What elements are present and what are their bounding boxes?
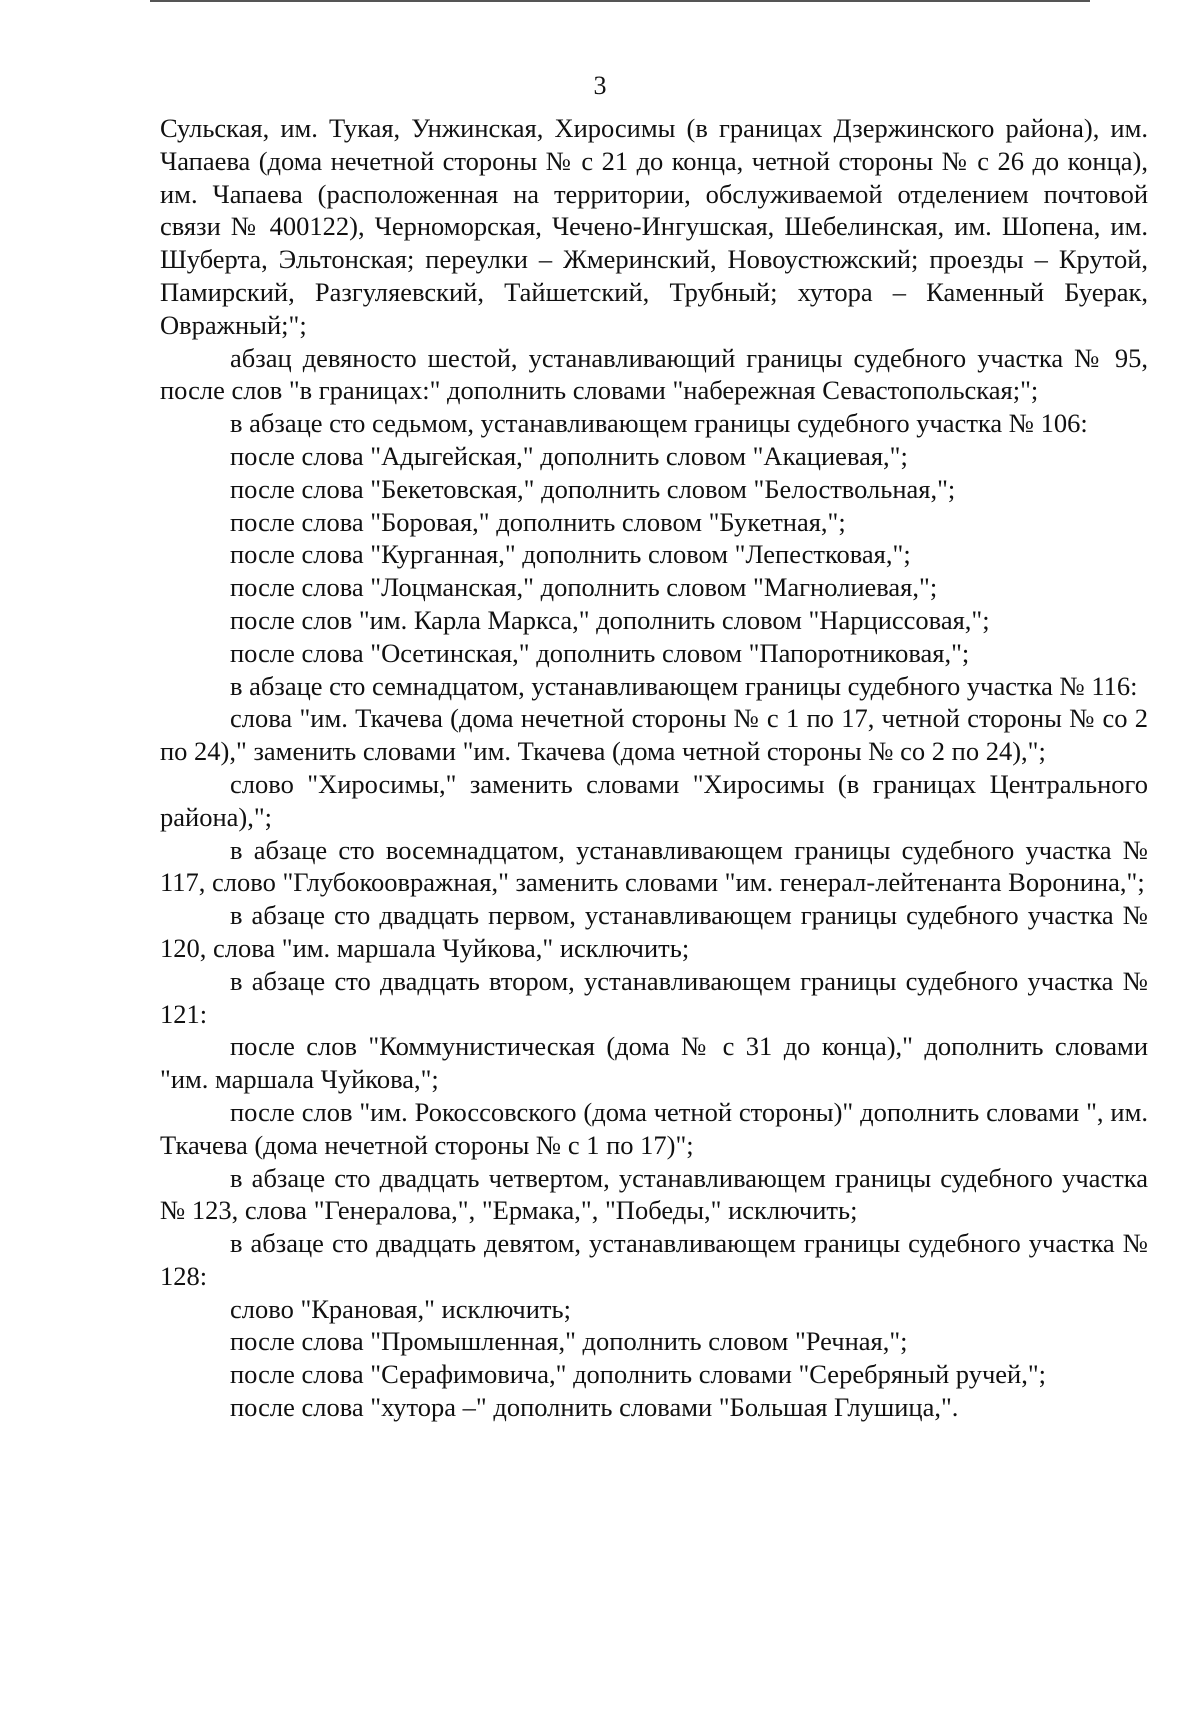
list-item: после слова "хутора –" дополнить словами "Большая Глушица,". xyxy=(230,1392,959,1423)
list-item: после слова "Лоцманская," дополнить словом "Магнолиевая,"; xyxy=(230,572,938,603)
paragraph: в абзаце сто восемнадцатом, устанавливающем границы судебного участка № 117, слово "Глубокоовражная," заменить словами "им. генерал-лейтенанта Воронина,"; xyxy=(160,834,1148,898)
paragraph: в абзаце сто двадцать четвертом, устанавливающем границы судебного участка № 123, слова "Генералова,", "Ермака,", "Победы," исключить; xyxy=(160,1162,1148,1226)
paragraph: Сульская, им. Тукая, Унжинская, Хиросимы (в границах Дзержинского района), им. Чапаева (дома нечетной стороны № с 21 до конца, четной стороны № с 26 до конца), им. Чапаева (расположенная на территории, обслуживаемой отделением почтовой связи № 400122), Черноморская, Чечено-Ингушская, Шебелинская, им. Шопена, им. Шуберта, Эльтонская; переулки – Жмеринский, Новоустюжский; проезды – Крутой, Памирский, Разгуляевский, Тайшетский, Трубный; хутора – Каменный Буерак, Овражный;"; xyxy=(160,113,1148,340)
page-number: 3 xyxy=(593,71,607,100)
paragraph: после слов "им. Рокоссовского (дома четной стороны)" дополнить словами ", им. Ткачева (дома нечетной стороны № с 1 по 17)"; xyxy=(160,1096,1148,1160)
list-item: после слова "Серафимовича," дополнить словами "Серебряный ручей,"; xyxy=(230,1359,1047,1390)
list-item: после слова "Осетинская," дополнить словом "Папоротниковая,"; xyxy=(230,637,970,668)
list-item: после слова "Бекетовская," дополнить словом "Белоствольная,"; xyxy=(230,473,956,504)
paragraph: абзац девяносто шестой, устанавливающий границы судебного участка № 95, после слов "в границах:" дополнить словами "набережная Севастопольская;"; xyxy=(160,342,1148,406)
list-item: после слова "Курганная," дополнить словом "Лепестковая,"; xyxy=(230,539,911,570)
list-item: после слов "им. Карла Маркса," дополнить словом "Нарциссовая,"; xyxy=(230,604,990,635)
paragraph: в абзаце сто двадцать первом, устанавливающем границы судебного участка № 120, слова "им. маршала Чуйкова," исключить; xyxy=(160,900,1148,963)
paragraph: в абзаце сто седьмом, устанавливающем границы судебного участка № 106: xyxy=(230,408,1088,439)
paragraph: в абзаце сто двадцать втором, устанавливающем границы судебного участка № 121: xyxy=(160,965,1148,1029)
paragraph: слово "Хиросимы," заменить словами "Хиросимы (в границах Центрального района),"; xyxy=(160,768,1148,832)
paragraph: в абзаце сто двадцать девятом, устанавливающем границы судебного участка № 128: xyxy=(160,1228,1148,1291)
paragraph: в абзаце сто семнадцатом, устанавливающем границы судебного участка № 116: xyxy=(230,670,1138,701)
list-item: после слова "Боровая," дополнить словом "Букетная,"; xyxy=(230,506,846,537)
list-item: слово "Крановая," исключить; xyxy=(230,1293,571,1324)
document-body xyxy=(160,112,1148,1424)
paragraph: после слов "Коммунистическая (дома № с 31 до конца)," дополнить словами "им. маршала Чуйкова,"; xyxy=(160,1031,1148,1095)
list-item: после слова "Промышленная," дополнить словом "Речная,"; xyxy=(230,1326,908,1357)
list-item: после слова "Адыгейская," дополнить словом "Акациевая,"; xyxy=(230,440,908,471)
paragraph: слова "им. Ткачева (дома нечетной стороны № с 1 по 17, четной стороны № со 2 по 24)," заменить словами "им. Ткачева (дома четной стороны № со 2 по 24),"; xyxy=(160,703,1148,767)
scan-edge-line xyxy=(150,0,1090,2)
